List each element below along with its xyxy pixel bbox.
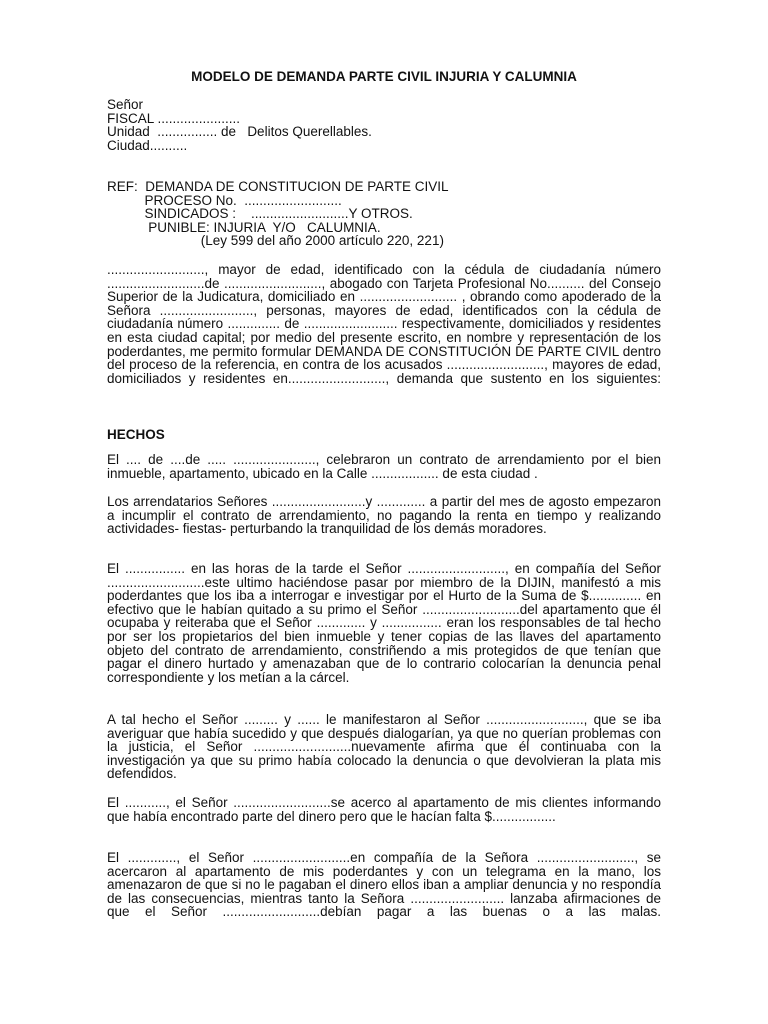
addressee-line: Señor xyxy=(107,97,144,112)
hechos-paragraph: El .... de ....de ..... ......................, celebraron un contrato de arrendamiento por el bien inmueble, apartamento, ubicado en la Calle .................. de esta ciudad . xyxy=(107,452,661,481)
hechos-heading: HECHOS xyxy=(107,427,165,442)
reference-line: PROCESO No. .......................... xyxy=(107,192,342,208)
document-title: MODELO DE DEMANDA PARTE CIVIL INJURIA Y CALUMNIA xyxy=(191,69,577,84)
hechos-paragraph: El ............., el Señor ..........................en compañía de la Señora .........................., se acercaron al apartamento de mis poderdantes y con un telegrama en la mano, los amenazaron de que si no le pagaban el dinero ellos iban a ampliar denuncia y no respondía de las consecuencias, mientras tanto la Señora ......................... lanzaba afirmaciones de que el Señor ..........................debían pagar a las buenas o a las malas. xyxy=(107,850,661,920)
hechos-paragraph: A tal hecho el Señor ......... y ...... le manifestaron al Señor .........................., que se iba averiguar que había sucedido y que después dialogarían, ya que no querían problemas con la justicia, el Señor ..........................nuevamente afirma que él continuaba con la investigación ya que su primo había colocado la denuncia o que devolvieran la plata mis defendidos. xyxy=(107,712,661,782)
intro-paragraph: .........................., mayor de edad, identificado con la cédula de ciudadanía número ..........................de .........................., abogado con Tarjeta Profesional No.......... del Consejo Superior de la Judicatura, domiciliado en .......................... , obrando como apoderado de la Señora ........................., personas, mayores de edad, identificados con la cédula de ciudadanía número .............. de ......................... respectivamente, domiciliados y residentes en esta ciudad capital; por medio del presente escrito, en nombre y representación de los poderdantes, me permito formular DEMANDA DE CONSTITUCIÓN DE PARTE CIVIL dentro del proceso de la referencia, en contra de los acusados .........................., mayores de edad, domiciliados y residentes en.........................., demanda que sustento en los siguientes: xyxy=(107,262,661,386)
reference-block xyxy=(107,180,661,248)
addressee-line: FISCAL ...................... xyxy=(107,110,241,126)
hechos-paragraph: El ..........., el Señor ..........................se acerco al apartamento de mis clientes informando que había encontrado parte del dinero pero que le hacían falta $................. xyxy=(107,795,661,824)
addressee-line: Ciudad.......... xyxy=(107,137,188,153)
reference-line: SINDICADOS : ..........................Y OTROS. xyxy=(107,206,413,222)
hechos-paragraph: Los arrendatarios Señores .........................y ............. a partir del mes de agosto empezaron a incumplir el contrato de arrendamiento, no pagando la renta en tiempo y realizando actividades- fiestas- perturbando la tranquilidad de los demás moradores. xyxy=(107,494,661,537)
reference-line: (Ley 599 del año 2000 artículo 220, 221) xyxy=(107,233,444,249)
addressee-line: Unidad ................ de Delitos Querellables. xyxy=(107,124,372,140)
hechos-paragraph: El ................ en las horas de la tarde el Señor .........................., en compañía del Señor ..........................este ultimo haciéndose pasar por miembro de la DIJIN, manifestó a mis poderdantes que los iba a interrogar e investigar por el Hurto de la Suma de $.............. en efectivo que le habían quitado a su primo el Señor ..........................del apartamento que él ocupaba y reiteraba que el Señor ............. y ................ eran los responsables de tal hecho por ser los propietarios del bien inmueble y tener copias de las llaves del apartamento objeto del contrato de arrendamiento, constriñendo a mis protegidos de que tenían que pagar el dinero hurtado y amenazaban que de lo contrario colocarían la denuncia penal correspondiente y los metían a la cárcel. xyxy=(107,561,661,685)
addressee-block xyxy=(107,98,661,152)
reference-line: PUNIBLE: INJURIA Y/O CALUMNIA. xyxy=(107,219,381,235)
reference-line: REF: DEMANDA DE CONSTITUCION DE PARTE CIVIL xyxy=(107,179,449,194)
